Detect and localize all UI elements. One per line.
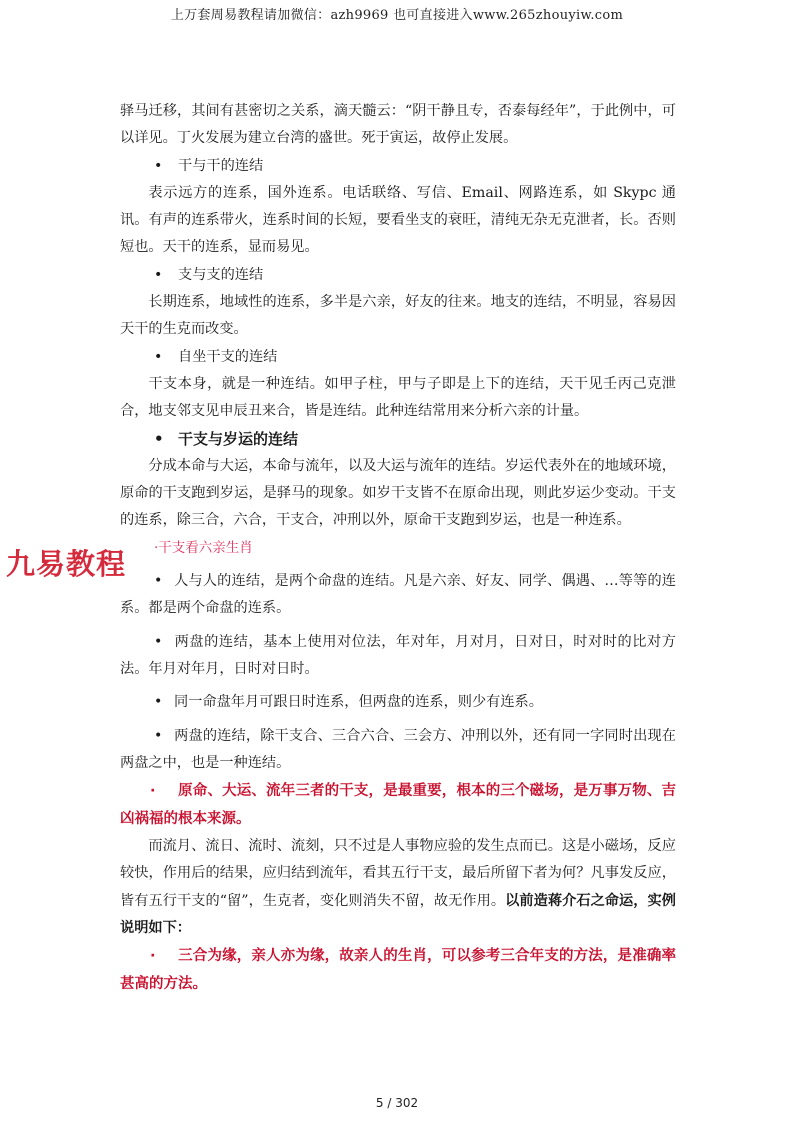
heading-text: 自坐干支的连结 — [178, 348, 278, 365]
page-footer — [0, 1096, 794, 1110]
paragraph: 表示远方的连系，国外连系。电话联络、写信、Email、网路连系，如 Skypc 通讯。有声的连系带火，连系时间的长短，要看坐支的衰旺，清纯无杂无克泄者，长。否则短也。天干的连系，显而易见。 — [120, 184, 676, 256]
bullet-text: 人与人的连结，是两个命盘的连结。凡是六亲、好友、同学、偶遇、…等等的连系。都是两个命盘的连系。 — [120, 573, 676, 617]
section-heading — [120, 426, 676, 453]
bullet-icon: • — [154, 429, 164, 448]
bullet-paragraph — [120, 568, 676, 623]
bullet-icon: • — [154, 727, 163, 744]
document-body — [120, 98, 676, 998]
bullet-icon: • — [154, 266, 163, 283]
bullet-paragraph — [120, 629, 676, 684]
bullet-text: 两盘的连结，除干支合、三合六合、三会方、冲刑以外，还有同一字同时出现在两盘之中，也是一种连结。 — [120, 727, 676, 771]
section-heading-red — [120, 535, 676, 562]
heading-text: 干支看六亲生肖 — [158, 539, 253, 556]
header-text: 上万套周易教程请加微信：azh9969 也可直接进入www.265zhouyiw.com — [170, 8, 624, 23]
page-number: 5 / 302 — [375, 1096, 419, 1110]
bullet-icon: • — [154, 157, 163, 174]
emphasis-text: 三合为缘，亲人亦为缘，故亲人的生肖，可以参考三合年支的方法，是准确率甚高的方法。 — [120, 948, 676, 993]
bullet-paragraph — [120, 723, 676, 778]
paragraph — [120, 833, 676, 942]
heading-text: 干支与岁运的连结 — [178, 429, 299, 448]
bullet-icon: · — [150, 783, 156, 800]
bullet-icon: • — [154, 573, 163, 590]
bullet-icon: · — [154, 539, 159, 556]
paragraph: 驿马迁移，其间有甚密切之关系，滴天髓云：“阴干静且专，否泰每经年”，于此例中，可以详见。丁火发展为建立台湾的盛世。死于寅运，故停止发展。 — [120, 103, 676, 147]
paragraph: 长期连系，地域性的连系，多半是六亲，好友的往来。地支的连结，不明显，容易因天干的生克而改变。 — [120, 294, 676, 338]
bullet-text: 同一命盘年月可跟日时连系，但两盘的连系，则少有连系。 — [174, 694, 543, 711]
paragraph-text: 而流月、流日、流时、流刻，只不过是人事物应验的发生点而已。这是小磁场，反应较快，作用后的结果，应归结到流年，看其五行干支，最后所留下者为何？凡事发反应，皆有五行干支的“留”，生克者，变化则消失不留，故无作用。 — [120, 838, 676, 909]
section-heading — [120, 153, 676, 180]
bullet-paragraph — [120, 689, 676, 716]
paragraph: 干支本身，就是一种连结。如甲子柱，甲与子即是上下的连结，天干见壬丙己克泄合，地支邻支见申辰丑来合，皆是连结。此种连结常用来分析六亲的计量。 — [120, 375, 676, 420]
emphasis-paragraph — [120, 942, 676, 998]
watermark-logo: 九易教程 — [6, 547, 127, 581]
section-heading — [120, 344, 676, 371]
heading-text: 支与支的连结 — [178, 266, 264, 283]
heading-text: 干与干的连结 — [178, 157, 264, 174]
bullet-text: 两盘的连结，基本上使用对位法，年对年，月对月，日对日，时对时的比对方法。年月对年月，日时对日时。 — [120, 633, 676, 677]
emphasis-text: 原命、大运、流年三者的干支，是最重要，根本的三个磁场，是万事万物、吉凶祸福的根本来源。 — [120, 783, 676, 828]
bullet-icon: · — [150, 948, 156, 965]
bullet-icon: • — [154, 348, 163, 365]
paragraph-bold-text: 以前造蒋介石之命运，实例说明如下： — [120, 892, 676, 937]
bullet-icon: • — [154, 694, 163, 711]
bullet-icon: • — [154, 633, 163, 650]
emphasis-paragraph — [120, 777, 676, 833]
paragraph: 分成本命与大运，本命与流年，以及大运与流年的连结。岁运代表外在的地域环境，原命的干支跑到岁运，是驿马的现象。如岁干支皆不在原命出现，则此岁运少变动。干支的连系，除三合，六合，干支合，冲刑以外，原命干支跑到岁运，也是一种连系。 — [120, 457, 676, 529]
page-header — [0, 4, 794, 23]
section-heading — [120, 262, 676, 289]
